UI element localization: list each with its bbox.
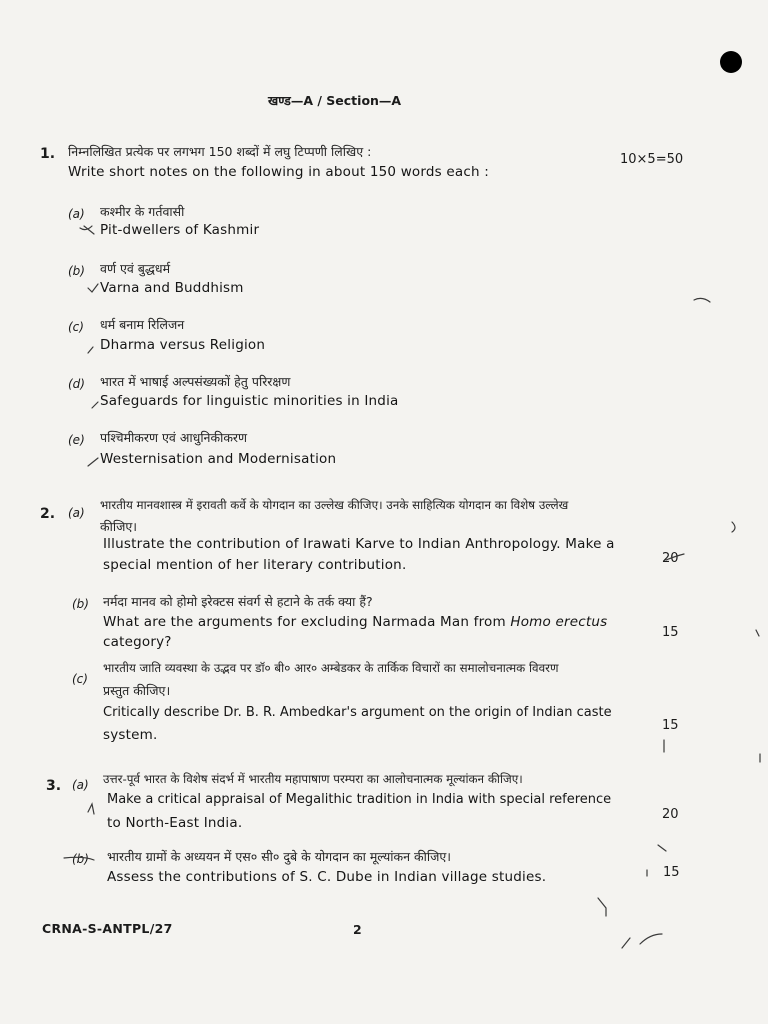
q2b-hindi: नर्मदा मानव को होमो इरेक्टस संवर्ग से हटाने के तर्क क्या हैं?: [103, 594, 373, 609]
q1a-label: (a): [68, 207, 85, 221]
q1a-english: Pit-dwellers of Kashmir: [100, 222, 260, 238]
q1e-english: Westernisation and Modernisation: [100, 451, 337, 467]
q1a-hindi: कश्मीर के गर्तवासी: [100, 204, 185, 219]
q2a-label: (a): [68, 506, 85, 520]
q3b-label: (b): [72, 852, 89, 866]
tick-mark-icon: [92, 402, 98, 408]
q2c-english-line1: Critically describe Dr. B. R. Ambedkar's argument on the origin of Indian caste: [103, 705, 612, 720]
q2b-label: (b): [72, 597, 89, 611]
q2a-hindi-line1: भारतीय मानवशास्त्र में इरावती कर्वे के योगदान का उल्लेख कीजिए। उनके साहित्यिक योगदान का विशेष उल्लेख: [100, 498, 569, 512]
page-number: 2: [353, 922, 362, 937]
q2b-english-italic: Homo erectus: [510, 614, 608, 630]
pencil-stroke: [88, 804, 94, 814]
pencil-stroke: [64, 857, 94, 860]
q3a-label: (a): [72, 778, 89, 792]
q3b-marks: 15: [663, 865, 680, 880]
paper-code: CRNA-S-ANTPL/27: [42, 921, 173, 936]
q1e-label: (e): [68, 433, 85, 447]
pencil-stroke: [658, 845, 666, 851]
q1d-english: Safeguards for linguistic minorities in India: [100, 393, 399, 409]
pencil-stroke: [666, 554, 684, 560]
q3b-english: Assess the contributions of S. C. Dube in Indian village studies.: [107, 869, 547, 885]
q2c-hindi-line1: भारतीय जाति व्यवस्था के उद्भव पर डॉ० बी० आर० अम्बेडकर के तार्किक विचारों का समालोचनात्मक विवरण: [103, 661, 559, 675]
tick-mark-icon: [88, 284, 98, 292]
q3a-marks: 20: [662, 807, 679, 822]
q2a-english-line1: Illustrate the contribution of Irawati Karve to Indian Anthropology. Make a: [103, 536, 615, 552]
section-title: खण्ड—A / Section—A: [268, 93, 402, 108]
pencil-stroke: [598, 898, 606, 916]
q1-hindi-text: निम्नलिखित प्रत्येक पर लगभग 150 शब्दों में लघु टिप्पणी लिखिए :: [68, 144, 372, 159]
tick-mark-icon: [88, 347, 93, 353]
pencil-stroke: [622, 934, 662, 948]
q2-number: 2.: [40, 506, 56, 522]
q2c-english-line2: system.: [103, 727, 158, 743]
q2c-hindi-line2: प्रस्तुत कीजिए।: [103, 683, 171, 698]
q1c-hindi: धर्म बनाम रिलिजन: [100, 317, 185, 332]
q2a-hindi-line2: कीजिए।: [100, 519, 138, 534]
q2a-english-line2: special mention of her literary contribution.: [103, 557, 407, 573]
q1b-hindi: वर्ण एवं बुद्धधर्म: [100, 261, 171, 276]
q1-english-text: Write short notes on the following in about 150 words each :: [68, 164, 489, 180]
q2b-english-text: What are the arguments for excluding Narmada Man from: [103, 614, 506, 630]
pencil-stroke: [756, 630, 759, 636]
q1-number: 1.: [40, 146, 56, 162]
q1b-label: (b): [68, 264, 85, 278]
q3-number: 3.: [46, 778, 62, 794]
tick-mark-icon: [80, 226, 94, 234]
q3b-hindi: भारतीय ग्रामों के अध्ययन में एस० सी० दुबे के योगदान का मूल्यांकन कीजिए।: [107, 849, 452, 864]
q1d-hindi: भारत में भाषाई अल्पसंख्यकों हेतु परिरक्षण: [100, 374, 291, 389]
q2b-english-line2: category?: [103, 634, 172, 650]
q2a-marks: 20: [662, 551, 679, 566]
tick-mark-icon: [88, 458, 98, 466]
q1-marks: 10×5=50: [620, 152, 684, 167]
q2b-marks: 15: [662, 625, 679, 640]
q1c-english: Dharma versus Religion: [100, 337, 266, 353]
q3a-hindi: उत्तर-पूर्व भारत के विशेष संदर्भ में भारतीय महापाषाण परम्परा का आलोचनात्मक मूल्यांकन कीजिए।: [103, 772, 523, 786]
q1e-hindi: पश्चिमीकरण एवं आधुनिकीकरण: [100, 430, 248, 445]
q2c-label: (c): [72, 672, 88, 686]
pencil-stroke: [732, 522, 735, 532]
q2c-marks: 15: [662, 718, 679, 733]
q1c-label: (c): [68, 320, 84, 334]
pencil-stroke: [694, 298, 710, 302]
q3a-english-line1: Make a critical appraisal of Megalithic tradition in India with special reference: [107, 792, 612, 807]
q1d-label: (d): [68, 377, 85, 391]
q3a-english-line2: to North-East India.: [107, 815, 243, 831]
q1b-english: Varna and Buddhism: [100, 280, 244, 296]
